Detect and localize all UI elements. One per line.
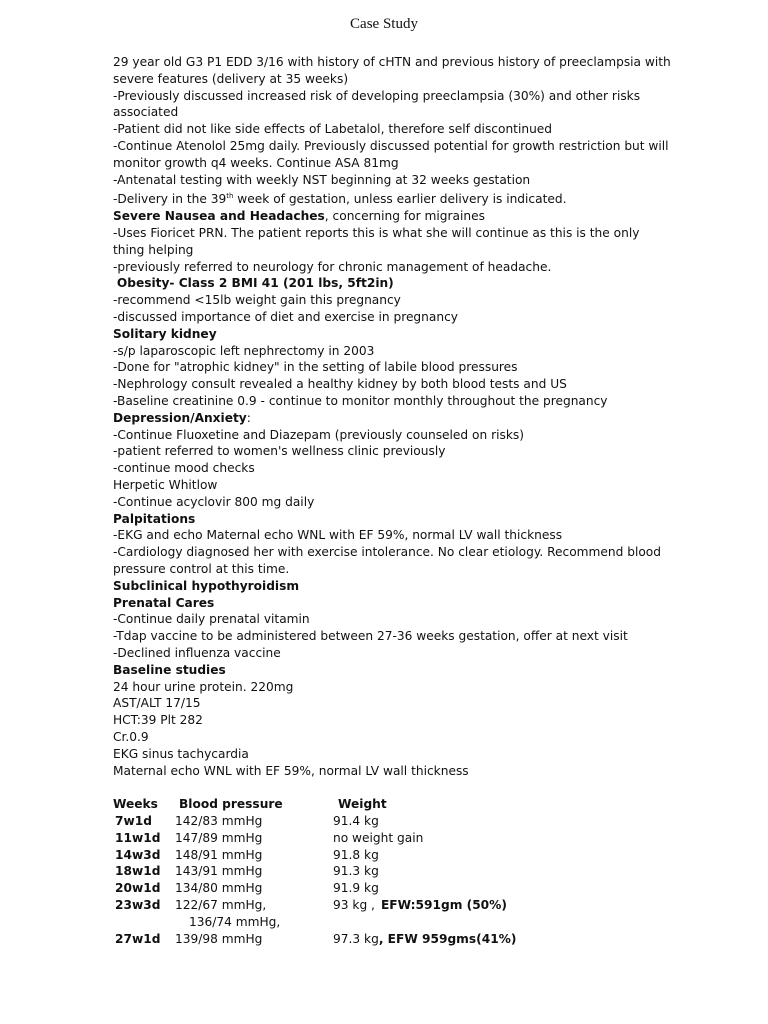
atrophic-kidney-line: -Done for "atrophic kidney" in the setting of labile blood pressures	[113, 360, 518, 375]
table-row	[113, 813, 578, 830]
weight-cell	[333, 914, 578, 931]
week-cell: 18w1d	[115, 864, 161, 879]
bp-cell: 122/67 mmHg,	[175, 897, 267, 912]
bp-cell: 139/98 mmHg	[175, 931, 263, 946]
efw-value: EFW:591gm (50%)	[380, 897, 507, 912]
week-cell: 23w3d	[115, 897, 161, 912]
ekg-echo-line: -EKG and echo Maternal echo WNL with EF 59%, normal LV wall thickness	[113, 528, 563, 543]
influenza-line: -Declined influenza vaccine	[113, 645, 281, 660]
depression-heading-text: Depression/Anxiety	[113, 410, 247, 425]
history-line: 29 year old G3 P1 EDD 3/16 with history of cHTN and previous history of preeclampsia with severe features (delivery at 35 weeks)	[113, 55, 671, 86]
weight-cell	[333, 847, 578, 864]
bp-cell: 142/83 mmHg	[175, 813, 263, 828]
depression-colon: :	[246, 410, 251, 425]
table-row	[113, 880, 578, 897]
table-row	[113, 897, 578, 914]
week-cell: 20w1d	[115, 881, 161, 896]
atenolol-line: -Continue Atenolol 25mg daily. Previously discussed potential for growth restriction but will monitor growth q4 weeks. Continue ASA 81mg	[113, 138, 669, 170]
baseline-heading-text: Baseline studies	[113, 662, 226, 677]
table-row	[113, 931, 578, 948]
depression-heading	[113, 410, 673, 427]
prenatal-heading	[113, 595, 673, 612]
weight-value: 91.4 kg	[333, 813, 379, 828]
ast-alt-line: AST/ALT 17/15	[113, 696, 201, 711]
weight-value: 97.3 kg	[333, 931, 379, 946]
obesity-heading-text: Obesity- Class 2 BMI 41 (201 lbs, 5ft2in)	[116, 276, 394, 291]
page-title: Case Study	[350, 16, 418, 32]
whitlow-line: Herpetic Whitlow	[113, 477, 218, 492]
nephrectomy-line: -s/p laparoscopic left nephrectomy in 2003	[113, 343, 375, 358]
diet-line: -discussed importance of diet and exercise in pregnancy	[113, 310, 459, 325]
weight-value: 91.8 kg	[333, 847, 379, 862]
table-header-row	[113, 796, 578, 813]
weight-gain-line: -recommend <15lb weight gain this pregnancy	[113, 293, 401, 308]
labetalol-line: -Patient did not like side effects of Labetalol, therefore self discontinued	[113, 122, 553, 137]
neurology-line: -previously referred to neurology for chronic management of headache.	[113, 259, 552, 274]
bp-cell: 136/74 mmHg,	[189, 914, 281, 929]
kidney-heading-text: Solitary kidney	[113, 326, 217, 341]
week-cell: 14w3d	[115, 847, 161, 862]
hct-plt-line: HCT:39 Plt 282	[113, 713, 203, 728]
nephrology-line: -Nephrology consult revealed a healthy kidney by both blood tests and US	[113, 377, 567, 392]
weight-value: no weight gain	[333, 830, 424, 845]
thyroid-heading-text: Subclinical hypothyroidism	[113, 578, 300, 593]
acyclovir-line: -Continue acyclovir 800 mg daily	[113, 494, 315, 509]
table-row	[113, 863, 578, 880]
bp-cell: 148/91 mmHg	[175, 847, 263, 862]
palpitations-heading	[113, 511, 673, 528]
weight-header: Weight	[338, 797, 387, 812]
weight-cell	[333, 931, 578, 948]
fioricet-line: -Uses Fioricet PRN. The patient reports this is what she will continue as this is the only thing helping	[113, 226, 640, 257]
weight-cell	[333, 880, 578, 897]
week-cell	[113, 914, 175, 931]
nausea-heading: Severe Nausea and Headaches	[113, 209, 325, 224]
palpitations-heading-text: Palpitations	[113, 511, 196, 526]
delivery-line	[113, 188, 673, 208]
weight-value: 91.9 kg	[333, 881, 379, 896]
nausea-rest: , concerning for migraines	[324, 209, 485, 224]
bp-cell: 147/89 mmHg	[175, 830, 263, 845]
mood-checks-line: -continue mood checks	[113, 461, 255, 476]
weight-cell	[333, 863, 578, 880]
bp-header: Blood pressure	[179, 797, 283, 812]
table-row	[113, 830, 578, 847]
vitals-body	[113, 813, 578, 947]
delivery-sup: th	[226, 192, 234, 201]
week-cell: 27w1d	[115, 931, 161, 946]
efw-value: , EFW 959gms(41%)	[378, 931, 517, 946]
bp-cell: 143/91 mmHg	[175, 864, 263, 879]
case-study-body	[113, 54, 673, 947]
preeclampsia-risk-line: -Previously discussed increased risk of developing preeclampsia (30%) and other risks associated	[113, 88, 641, 120]
vitals-table	[113, 796, 578, 947]
weight-cell	[333, 897, 578, 914]
kidney-heading	[113, 326, 673, 343]
antenatal-testing-line: -Antenatal testing with weekly NST beginning at 32 weeks gestation	[113, 172, 531, 187]
bp-cell: 134/80 mmHg	[175, 881, 263, 896]
weight-value: 93 kg ,	[333, 897, 375, 912]
ekg-line: EKG sinus tachycardia	[113, 746, 249, 761]
table-row	[113, 847, 578, 864]
creatinine-value-line: Cr.0.9	[113, 729, 149, 744]
fluoxetine-line: -Continue Fluoxetine and Diazepam (previously counseled on risks)	[113, 427, 525, 442]
baseline-heading	[113, 662, 673, 679]
delivery-text-b: week of gestation, unless earlier delivery is indicated.	[233, 192, 567, 207]
weight-value: 91.3 kg	[333, 864, 379, 879]
obesity-heading	[113, 275, 673, 292]
urine-protein-line: 24 hour urine protein. 220mg	[113, 679, 294, 694]
tdap-line: -Tdap vaccine to be administered between 27-36 weeks gestation, offer at next visit	[113, 629, 628, 644]
delivery-text-a: -Delivery in the 39	[113, 192, 227, 207]
week-cell: 7w1d	[115, 813, 152, 828]
week-cell: 11w1d	[115, 830, 161, 845]
table-row	[113, 914, 578, 931]
wellness-line: -patient referred to women's wellness clinic previously	[113, 444, 446, 459]
nausea-heading-line	[113, 208, 673, 225]
prenatal-vitamin-line: -Continue daily prenatal vitamin	[113, 612, 310, 627]
creatinine-line: -Baseline creatinine 0.9 - continue to monitor monthly throughout the pregnancy	[113, 394, 608, 408]
thyroid-heading	[113, 578, 673, 595]
weight-cell	[333, 813, 578, 830]
weight-cell	[333, 830, 578, 847]
cardiology-line: -Cardiology diagnosed her with exercise intolerance. No clear etiology. Recommend blood pressure control at this time.	[113, 545, 661, 576]
prenatal-heading-text: Prenatal Cares	[113, 595, 215, 610]
weeks-header: Weeks	[113, 797, 158, 812]
maternal-echo-line: Maternal echo WNL with EF 59%, normal LV wall thickness	[113, 763, 469, 778]
